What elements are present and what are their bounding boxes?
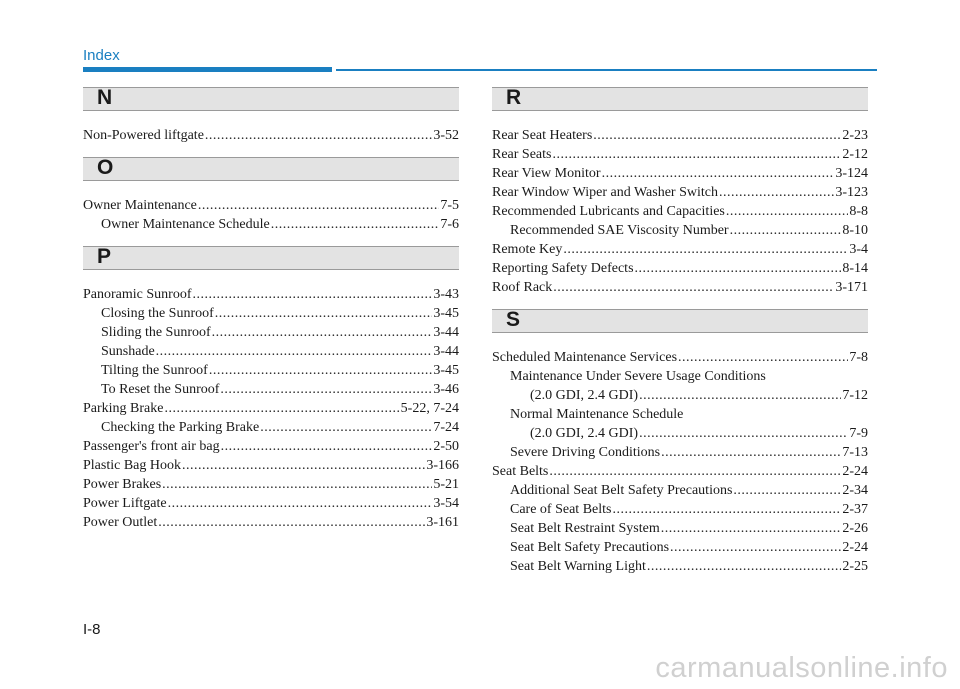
index-entry[interactable] [492,557,868,576]
index-entry[interactable] [492,424,868,443]
header-rule-thin [336,69,877,71]
dot-leader [162,475,432,494]
index-header-label: Index [83,47,120,64]
dot-leader [260,418,432,437]
entry-page-ref: 7-6 [440,217,459,232]
section-letter: N [97,86,113,109]
index-entry[interactable] [492,278,868,297]
index-entry[interactable] [492,164,868,183]
entry-term: Power Liftgate [83,496,167,511]
dot-leader [593,126,841,145]
index-entry[interactable] [492,145,868,164]
entry-page-ref: 7-12 [842,388,868,403]
entry-term: Owner Maintenance [83,198,197,213]
index-entry[interactable] [492,348,868,367]
header-rule-thick [83,67,332,72]
entry-page-ref: 3-45 [433,363,459,378]
entry-page-ref: 7-9 [849,426,868,441]
index-entry[interactable] [492,462,868,481]
dot-leader [647,557,841,576]
index-entry[interactable] [83,513,459,532]
dot-leader [661,443,841,462]
index-entry[interactable] [83,380,459,399]
dot-leader [220,380,432,399]
entry-term: Tilting the Sunroof [101,363,208,378]
entry-term: Reporting Safety Defects [492,261,634,276]
index-entry[interactable] [83,285,459,304]
dot-leader [602,164,835,183]
entry-page-ref: 2-24 [842,540,868,555]
section-header-p [83,246,459,270]
entry-page-ref: 7-5 [440,198,459,213]
entry-term: Remote Key [492,242,563,257]
entry-term: Plastic Bag Hook [83,458,181,473]
entry-term: Scheduled Maintenance Services [492,350,678,365]
entry-page-ref: 8-10 [842,223,868,238]
index-entry-list [492,111,868,309]
dot-leader [192,285,432,304]
index-entry[interactable] [492,405,868,424]
section-header-n [83,87,459,111]
entry-term: Seat Belt Safety Precautions [510,540,670,555]
dot-leader [271,215,440,234]
watermark: carmanualsonline.info [655,652,948,684]
entry-page-ref: 3-43 [433,287,459,302]
index-entry-list [83,270,459,544]
index-entry[interactable] [492,367,868,386]
dot-leader [670,538,841,557]
dot-leader [553,278,834,297]
index-entry[interactable] [83,456,459,475]
section-letter: P [97,245,112,268]
entry-term: Recommended Lubricants and Capacities [492,204,725,219]
section-letter: S [506,308,521,331]
section-header-o [83,157,459,181]
index-entry-list [83,111,459,157]
entry-term: Roof Rack [492,280,553,295]
entry-page-ref: 3-166 [426,458,459,473]
index-column-left [83,87,459,544]
entry-page-ref: 3-124 [835,166,868,181]
index-entry[interactable] [492,202,868,221]
dot-leader [198,196,439,215]
dot-leader [552,145,841,164]
dot-leader [635,259,842,278]
entry-term: Care of Seat Belts [510,502,612,517]
index-entry-list [492,333,868,588]
entry-term: Passenger's front air bag [83,439,220,454]
index-entry[interactable] [83,475,459,494]
entry-term: Sunshade [101,344,155,359]
index-entry[interactable] [83,304,459,323]
dot-leader [158,513,425,532]
section-letter: R [506,86,522,109]
entry-term: Severe Driving Conditions [510,445,661,460]
dot-leader [730,221,842,240]
entry-page-ref: 3-52 [433,128,459,143]
entry-page-ref: 3-161 [426,515,459,530]
index-entry[interactable] [83,361,459,380]
entry-term: Additional Seat Belt Safety Precautions [510,483,733,498]
index-entry[interactable] [83,494,459,513]
dot-leader [164,399,399,418]
entry-page-ref: 2-12 [842,147,868,162]
dot-leader [661,519,842,538]
index-entry[interactable] [83,126,459,145]
section-header-s [492,309,868,333]
page-number: I-8 [83,621,101,638]
index-entry[interactable] [492,538,868,557]
index-entry[interactable] [492,183,868,202]
entry-term: Rear Seat Heaters [492,128,593,143]
dot-leader [221,437,433,456]
entry-page-ref: 7-13 [842,445,868,460]
dot-leader [168,494,433,513]
entry-page-ref: 2-25 [842,559,868,574]
dot-leader [719,183,834,202]
index-entry[interactable] [492,386,868,405]
entry-page-ref: 7-8 [849,350,868,365]
index-entry[interactable] [492,240,868,259]
entry-page-ref: 2-34 [842,483,868,498]
index-entry[interactable] [492,481,868,500]
entry-page-ref: 2-37 [842,502,868,517]
entry-page-ref: 8-14 [842,261,868,276]
index-entry[interactable] [492,519,868,538]
dot-leader [215,304,433,323]
dot-leader [639,424,848,443]
index-entry[interactable] [83,437,459,456]
entry-term: Closing the Sunroof [101,306,214,321]
dot-leader [205,126,432,145]
entry-page-ref: 8-8 [849,204,868,219]
section-header-r [492,87,868,111]
entry-term: Power Brakes [83,477,162,492]
entry-page-ref: 2-50 [433,439,459,454]
entry-term: Rear Seats [492,147,552,162]
entry-term: To Reset the Sunroof [101,382,220,397]
entry-term: Parking Brake [83,401,164,416]
index-column-right [492,87,868,588]
entry-term: Normal Maintenance Schedule [510,407,684,422]
index-entry[interactable] [492,126,868,145]
entry-page-ref: 5-21 [433,477,459,492]
entry-term: Power Outlet [83,515,158,530]
entry-term: Seat Belt Warning Light [510,559,646,574]
index-entry[interactable] [83,215,459,234]
entry-term: Sliding the Sunroof [101,325,211,340]
index-entry[interactable] [83,342,459,361]
entry-page-ref: 2-23 [842,128,868,143]
dot-leader [678,348,848,367]
entry-page-ref: 5-22, 7-24 [400,401,459,416]
entry-term: Seat Belts [492,464,549,479]
entry-term: Owner Maintenance Schedule [101,217,270,232]
dot-leader [182,456,425,475]
index-entry-list [83,181,459,246]
entry-term: Rear View Monitor [492,166,601,181]
entry-page-ref: 3-4 [849,242,868,257]
entry-term: Checking the Parking Brake [101,420,260,435]
entry-term: Rear Window Wiper and Washer Switch [492,185,718,200]
entry-term: Maintenance Under Severe Usage Conditions [510,369,766,384]
entry-term: (2.0 GDI, 2.4 GDI) [530,388,639,403]
index-entry[interactable] [83,399,459,418]
dot-leader [212,323,433,342]
entry-page-ref: 3-44 [433,344,459,359]
entry-page-ref: 3-123 [835,185,868,200]
index-entry[interactable] [492,500,868,519]
dot-leader [156,342,433,361]
entry-term: (2.0 GDI, 2.4 GDI) [530,426,639,441]
index-entry[interactable] [492,443,868,462]
dot-leader [549,462,841,481]
dot-leader [639,386,841,405]
entry-term: Seat Belt Restraint System [510,521,660,536]
entry-term: Panoramic Sunroof [83,287,192,302]
entry-page-ref: 7-24 [433,420,459,435]
entry-page-ref: 2-26 [842,521,868,536]
index-entry[interactable] [83,323,459,342]
entry-term: Recommended SAE Viscosity Number [510,223,729,238]
section-letter: O [97,156,114,179]
entry-page-ref: 3-44 [433,325,459,340]
dot-leader [563,240,848,259]
dot-leader [612,500,841,519]
entry-page-ref: 3-46 [433,382,459,397]
entry-page-ref: 3-171 [835,280,868,295]
index-entry[interactable] [83,418,459,437]
dot-leader [733,481,841,500]
entry-page-ref: 3-45 [433,306,459,321]
dot-leader [726,202,848,221]
index-entry[interactable] [492,221,868,240]
entry-page-ref: 2-24 [842,464,868,479]
entry-page-ref: 3-54 [433,496,459,511]
entry-term: Non-Powered liftgate [83,128,204,143]
index-entry[interactable] [83,196,459,215]
dot-leader [209,361,432,380]
index-entry[interactable] [492,259,868,278]
